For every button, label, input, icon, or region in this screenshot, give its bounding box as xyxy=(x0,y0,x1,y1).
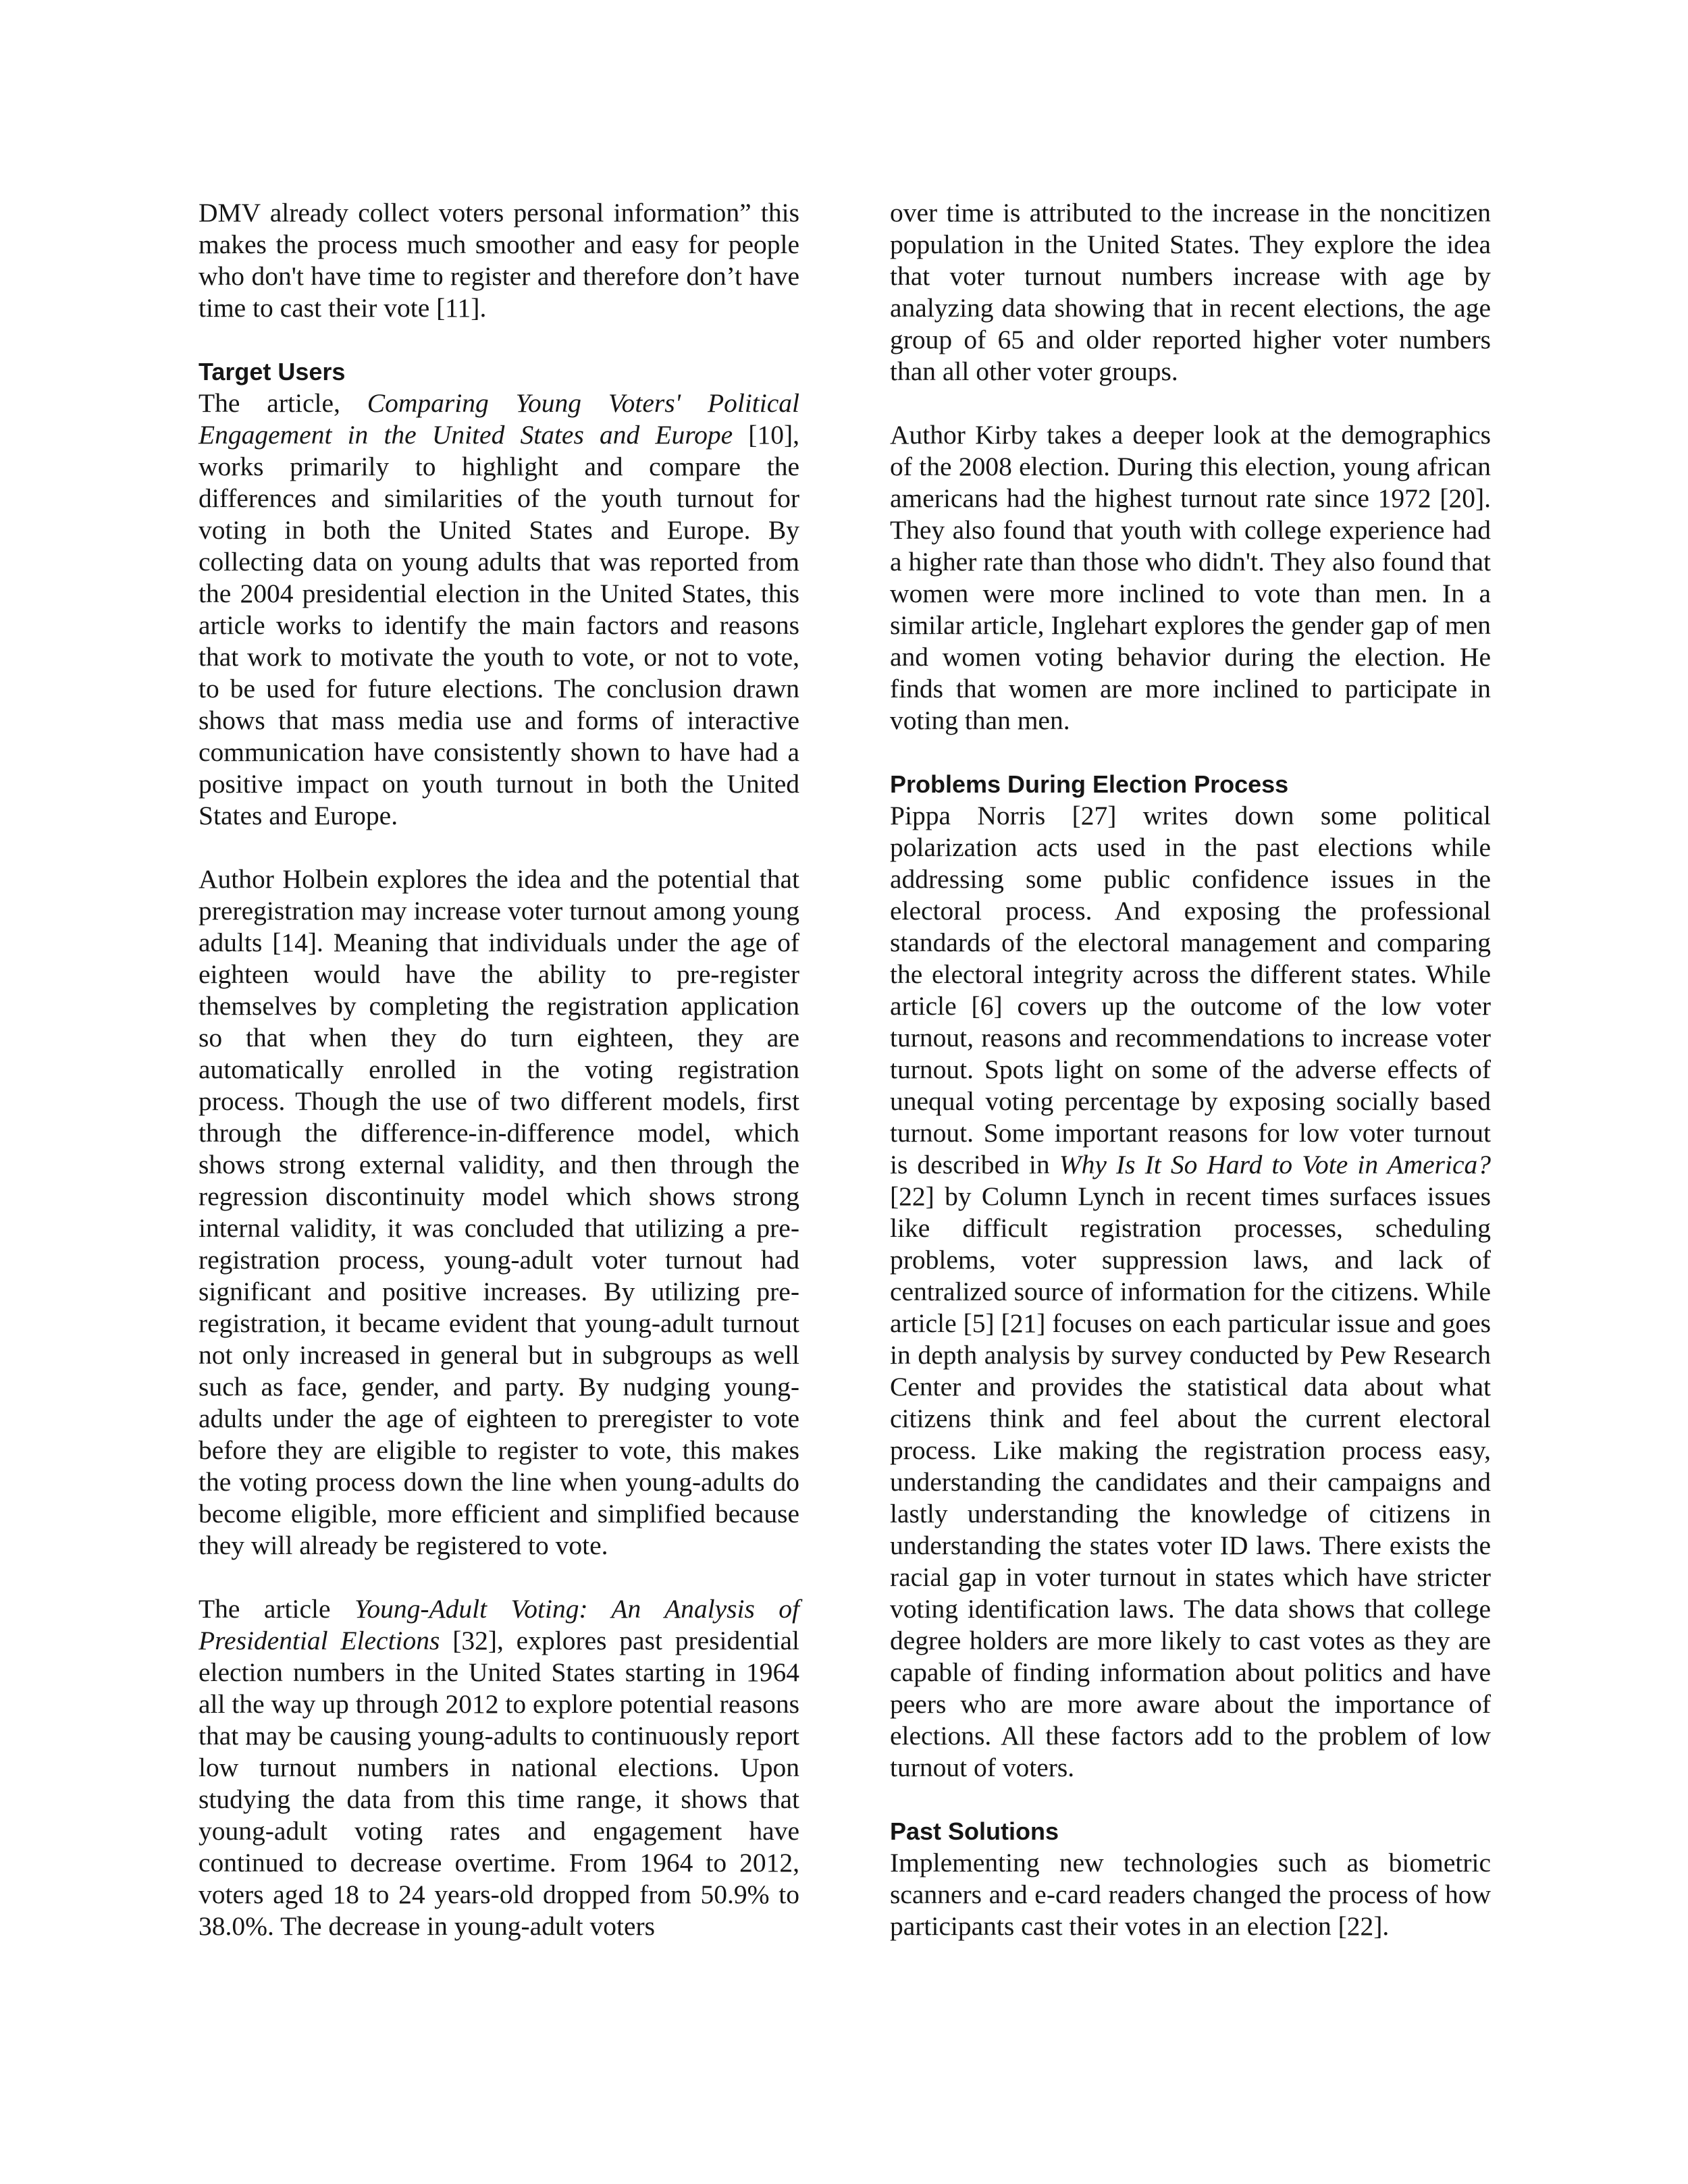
article-title: Comparing Young Voters' Political Engagement in the United States and Europe xyxy=(199,388,799,450)
text-run: The article xyxy=(199,1594,354,1624)
paragraph-dmv: DMV already collect voters personal information” this makes the process much smoother and easy for people who don't have time to register and therefore don’t have time to cast their vote [11]. xyxy=(199,198,799,323)
article-title: Young-Adult Voting: An Analysis of Presidential Elections xyxy=(199,1594,799,1655)
right-column xyxy=(890,197,1491,1942)
left-column xyxy=(199,197,799,1942)
heading-problems-election: Problems During Election Process xyxy=(890,770,1289,798)
paragraph-gap xyxy=(199,832,799,863)
text-run: [10], works primarily to highlight and compare the differences and similarities of the youth turnout for voting in both the United States and Europe. By collecting data on young adults that was reported from the 2004 presidential election in the United States, this article works to identify the main factors and reasons that work to motivate the youth to vote, or not to vote, to be used for future elections. The conclusion drawn shows that mass media use and forms of interactive communication have consistently shown to have had a positive impact on youth turnout in both the United States and Europe. xyxy=(199,420,799,830)
paragraph-technologies: Implementing new technologies such as biometric scanners and e-card readers changed the process of how participants cast their votes in an election [22]. xyxy=(890,1848,1491,1941)
paragraph-kirby: Author Kirby takes a deeper look at the demographics of the 2008 election. During this election, young african americans had the highest turnout rate since 1972 [20]. They also found that youth with college experience had a higher rate than those who didn't. They also found that women were more inclined to vote than men. In a similar article, Inglehart explores the gender gap of men and women voting behavior during the election. He finds that women are more inclined to participate in voting than men. xyxy=(890,420,1491,735)
text-run: Pippa Norris [27] writes down some political polarization acts used in the past elections while addressing some public confidence issues in the electoral process. And exposing the professional standards of the electoral management and comparing the electoral integrity across the different states. While article [6] covers up the outcome of the low voter turnout, reasons and recommendations to increase voter turnout. Spots light on some of the adverse effects of unequal voting percentage by exposing socially based turnout. Some important reasons for low voter turnout is described in xyxy=(890,801,1491,1179)
paragraph-comparing-young-voters xyxy=(199,388,799,832)
paragraph-gap xyxy=(199,1562,799,1593)
heading-target-users: Target Users xyxy=(199,358,346,385)
paragraph-norris xyxy=(890,800,1491,1784)
text-run: [32], explores past presidential election numbers in the United States starting in 1964 all the way up through 2012 to explore potential reasons that may be causing young-adults to continuously report low turnout numbers in national elections. Upon studying the data from this time range, it shows that young-adult voting rates and engagement have continued to decrease overtime. From 1964 to 2012, voters aged 18 to 24 years-old dropped from 50.9% to 38.0%. The decrease in young-adult voters xyxy=(199,1626,799,1941)
paragraph-gap xyxy=(199,324,799,356)
paragraph-noncitizen: over time is attributed to the increase in the noncitizen population in the United States. They explore the idea that voter turnout numbers increase with age by analyzing data showing that in recent elections, the age group of 65 and older reported higher voter numbers than all other voter groups. xyxy=(890,198,1491,386)
article-title: Why Is It So Hard to Vote in America? xyxy=(1059,1150,1492,1179)
paragraph-gap xyxy=(890,388,1491,419)
paragraph-gap xyxy=(890,737,1491,768)
heading-past-solutions: Past Solutions xyxy=(890,1817,1059,1845)
paragraph-young-adult-voting xyxy=(199,1593,799,1942)
text-run: The article, xyxy=(199,388,367,418)
paragraph-gap xyxy=(890,1784,1491,1815)
paragraph-holbein: Author Holbein explores the idea and the potential that preregistration may increase voter turnout among young adults [14]. Meaning that individuals under the age of eighteen would have the ability to pre-register themselves by completing the registration application so that when they do turn eighteen, they are automatically enrolled in the voting registration process. Though the use of two different models, first through the difference-in-difference model, which shows strong external validity, and then through the regression discontinuity model which shows strong internal validity, it was concluded that utilizing a pre-registration process, young-adult voter turnout had significant and positive increases. By utilizing pre-registration, it became evident that young-adult turnout not only increased in general but in subgroups as well such as face, gender, and party. By nudging young-adults under the age of eighteen to preregister to vote before they are eligible to register to vote, this makes the voting process down the line when young-adults do become eligible, more efficient and simplified because they will already be registered to vote. xyxy=(199,864,799,1560)
text-run: [22] by Column Lynch in recent times surfaces issues like difficult registration processes, scheduling problems, voter suppression laws, and lack of centralized source of information for the citizens. While article [5] [21] focuses on each particular issue and goes in depth analysis by survey conducted by Pew Research Center and provides the statistical data about what citizens think and feel about the current electoral process. Like making the registration process easy, understanding the candidates and their campaigns and lastly understanding the knowledge of citizens in understanding the states voter ID laws. There exists the racial gap in voter turnout in states which have stricter voting identification laws. The data shows that college degree holders are more likely to cast votes as they are capable of finding information about politics and have peers who are more aware about the importance of elections. All these factors add to the problem of low turnout of voters. xyxy=(890,1181,1491,1782)
